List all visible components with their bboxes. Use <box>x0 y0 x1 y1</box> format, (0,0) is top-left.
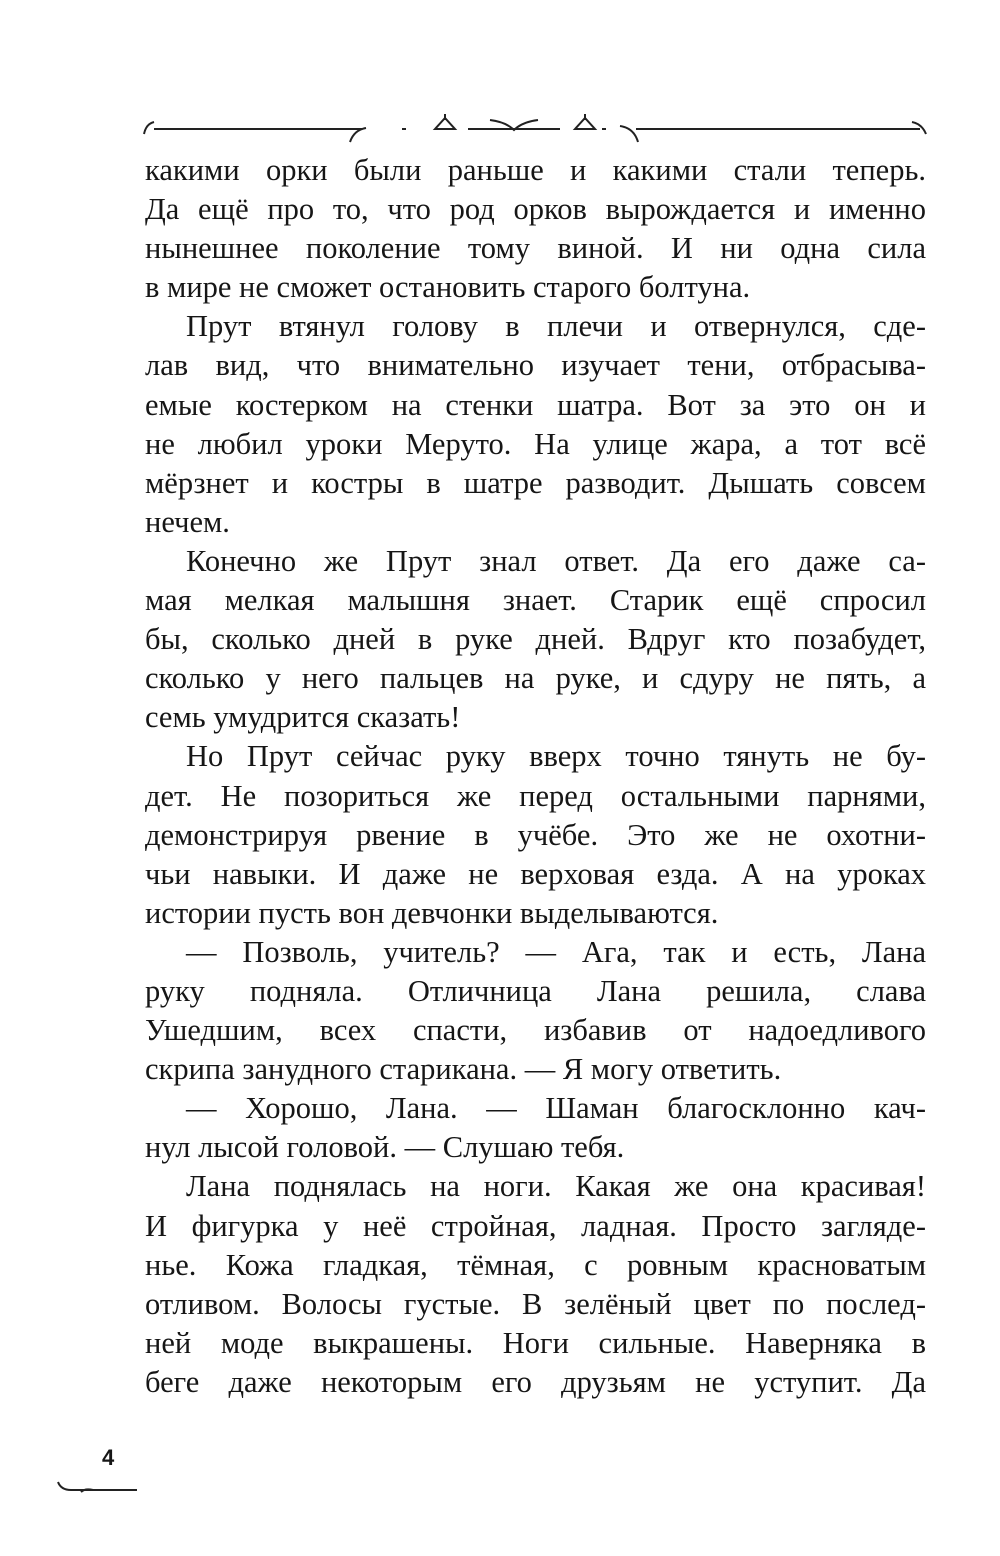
text-line: нечем. <box>145 504 230 539</box>
text-line: И фигурка у неё стройная, ладная. Просто загляде- <box>145 1208 926 1243</box>
paragraph <box>145 1167 926 1402</box>
text-line: нье. Кожа гладкая, тёмная, с ровным красноватым <box>145 1247 926 1282</box>
text-line: скрипа занудного старикана. — Я могу ответить. <box>145 1052 782 1087</box>
text-line: отливом. Волосы густые. В зелёный цвет по послед- <box>145 1286 926 1321</box>
text-line: ней моде выкрашены. Ноги сильные. Наверняка в <box>145 1325 926 1360</box>
text-line: лав вид, что внимательно изучает тени, отбрасыва- <box>145 348 926 383</box>
text-line: руку подняла. Отличница Лана решила, слава <box>145 973 926 1008</box>
text-line: Прут втянул голову в плечи и отвернулся, сде- <box>186 309 926 344</box>
text-line: — Хорошо, Лана. — Шаман благосклонно кач- <box>186 1091 926 1126</box>
paragraph <box>145 1089 926 1167</box>
text-line: беге даже некоторым его друзьям не уступит. Да <box>145 1364 926 1399</box>
text-line: какими орки были раньше и какими стали теперь. <box>145 153 926 187</box>
header-ornament <box>140 112 930 152</box>
text-line: мая мелкая малышня знает. Старик ещё спросил <box>145 583 926 618</box>
text-line: Да ещё про то, что род орков вырождается и именно <box>145 192 926 227</box>
text-line: мёрзнет и костры в шатре разводит. Дышать совсем <box>145 465 926 500</box>
footer-ornament <box>55 1478 140 1498</box>
text-line: емые костерком на стенки шатра. Вот за это он и <box>145 387 926 422</box>
text-line: Лана поднялась на ноги. Какая же она красивая! <box>186 1169 926 1204</box>
paragraph <box>145 933 926 1089</box>
body-text <box>145 151 926 1402</box>
text-line: сколько у него пальцев на руке, и сдуру не пять, а <box>145 661 926 696</box>
page-number: 4 <box>102 1445 115 1470</box>
paragraph <box>145 151 926 307</box>
paragraph <box>145 737 926 932</box>
text-line: истории пусть вон девчонки выделываются. <box>145 895 719 930</box>
text-line: Ушедшим, всех спасти, избавив от надоедливого <box>145 1013 926 1048</box>
text-line: — Позволь, учитель? — Ага, так и есть, Лана <box>186 934 926 969</box>
text-line: в мире не сможет остановить старого болтуна. <box>145 270 751 305</box>
text-line: дет. Не позориться же перед остальными парнями, <box>145 778 926 813</box>
text-line: чьи навыки. И даже не верховая езда. А на уроках <box>145 856 926 891</box>
text-line: демонстрируя рвение в учёбе. Это же не охотни- <box>145 817 926 852</box>
text-line: бы, сколько дней в руке дней. Вдруг кто позабудет, <box>145 622 926 657</box>
text-line: нынешнее поколение тому виной. И ни одна сила <box>145 231 926 266</box>
text-line: нул лысой головой. — Слушаю тебя. <box>145 1130 625 1165</box>
text-line: семь умудрится сказать! <box>145 700 461 735</box>
text-line: не любил уроки Меруто. На улице жара, а тот всё <box>145 426 926 461</box>
text-line: Но Прут сейчас руку вверх точно тянуть не бу- <box>186 739 926 774</box>
paragraph <box>145 307 926 542</box>
paragraph <box>145 542 926 737</box>
text-line: Конечно же Прут знал ответ. Да его даже са- <box>186 543 926 578</box>
